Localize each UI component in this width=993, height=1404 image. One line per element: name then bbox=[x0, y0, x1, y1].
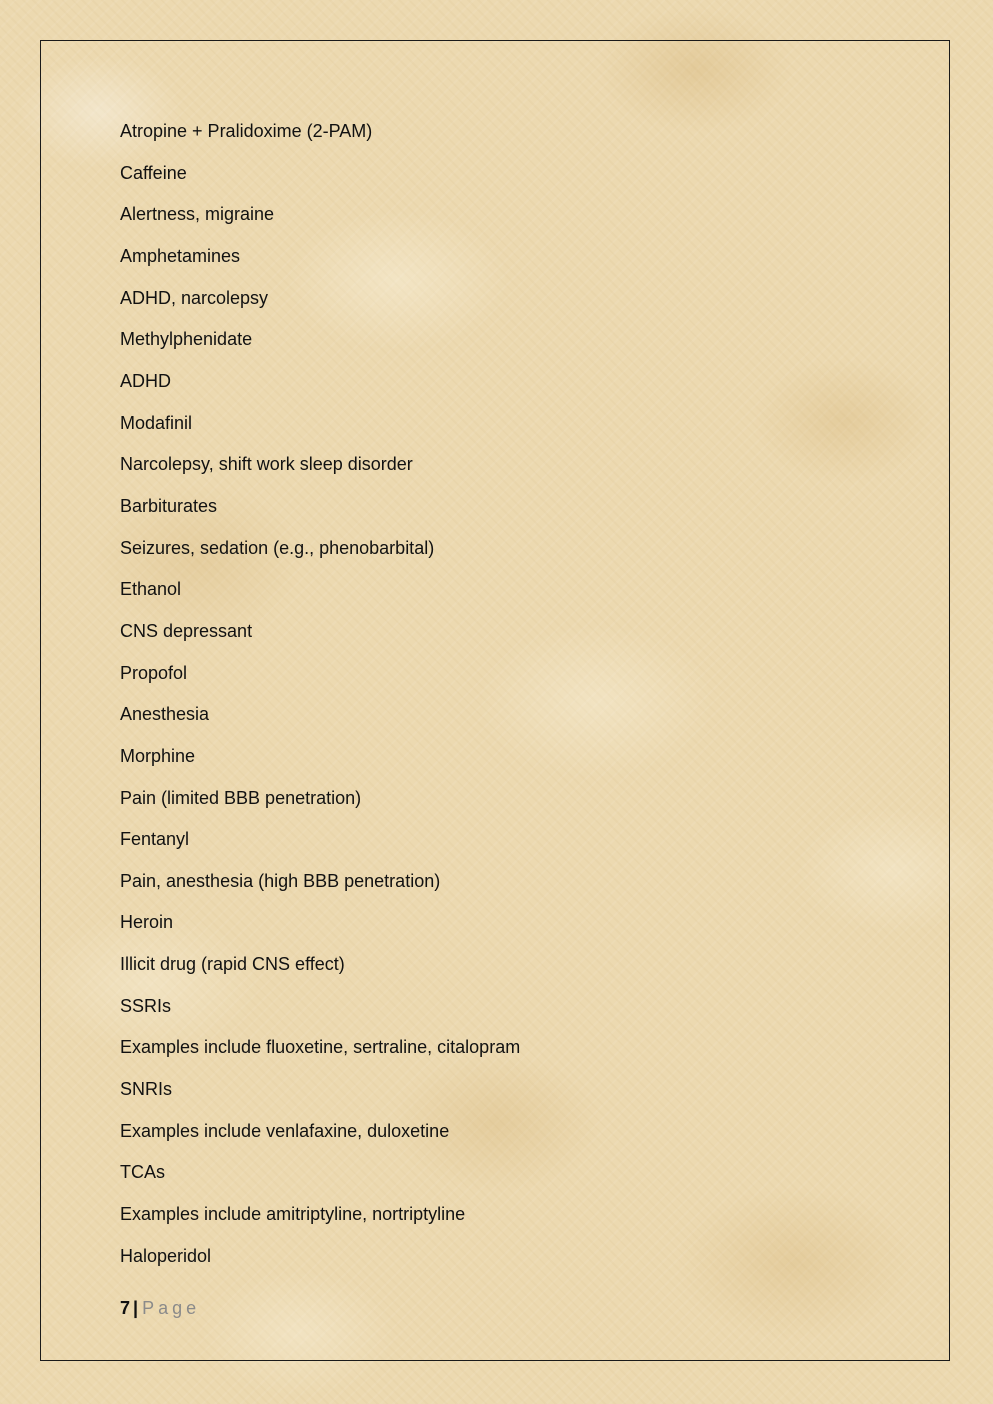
document-body bbox=[120, 118, 900, 1284]
text-line: Modafinil bbox=[120, 412, 193, 433]
text-line: TCAs bbox=[120, 1162, 165, 1183]
text-line: Ethanol bbox=[120, 579, 182, 600]
text-line: Seizures, sedation (e.g., phenobarbital) bbox=[120, 537, 435, 558]
text-line: Atropine + Pralidoxime (2-PAM) bbox=[120, 121, 373, 141]
page-number: 7 bbox=[120, 1298, 131, 1318]
text-line: Barbiturates bbox=[120, 495, 218, 516]
text-line: SSRIs bbox=[120, 995, 172, 1016]
text-line: Examples include fluoxetine, sertraline, citalopram bbox=[120, 1037, 521, 1058]
text-line: SNRIs bbox=[120, 1079, 173, 1100]
text-line: Narcolepsy, shift work sleep disorder bbox=[120, 454, 413, 475]
text-line: Caffeine bbox=[120, 162, 187, 183]
text-line: ADHD, narcolepsy bbox=[120, 287, 269, 308]
text-line: Anesthesia bbox=[120, 704, 210, 725]
text-line: Amphetamines bbox=[120, 245, 241, 266]
page-word: Page bbox=[142, 1298, 201, 1318]
text-line: Heroin bbox=[120, 912, 174, 933]
text-line: Morphine bbox=[120, 745, 196, 766]
text-line: Alertness, migraine bbox=[120, 204, 275, 225]
text-line: Examples include amitriptyline, nortriptyline bbox=[120, 1204, 466, 1225]
text-line: Examples include venlafaxine, duloxetine bbox=[120, 1120, 450, 1141]
text-line: Illicit drug (rapid CNS effect) bbox=[120, 954, 345, 975]
text-line: ADHD bbox=[120, 370, 172, 391]
text-line: Propofol bbox=[120, 662, 188, 683]
text-line: Pain (limited BBB penetration) bbox=[120, 787, 362, 808]
text-line: Methylphenidate bbox=[120, 329, 253, 350]
page-footer bbox=[120, 1295, 200, 1322]
text-line: Haloperidol bbox=[120, 1245, 212, 1266]
text-line: CNS depressant bbox=[120, 620, 253, 641]
page-separator: | bbox=[133, 1298, 139, 1318]
text-line: Fentanyl bbox=[120, 829, 190, 850]
text-line: Pain, anesthesia (high BBB penetration) bbox=[120, 870, 441, 891]
